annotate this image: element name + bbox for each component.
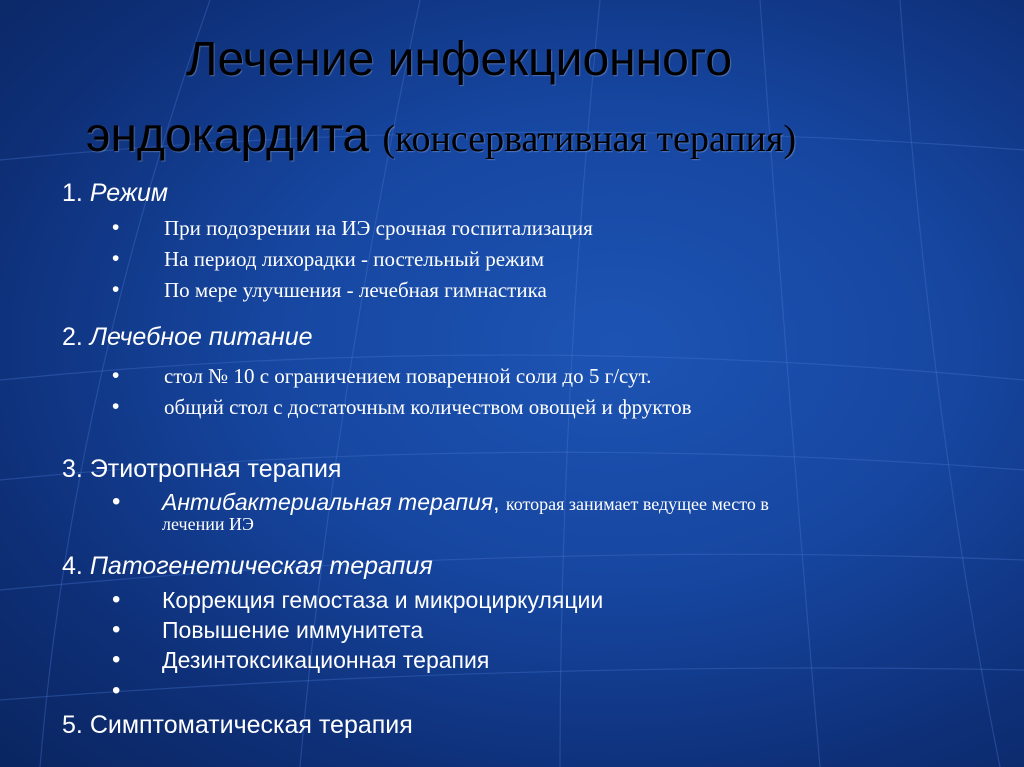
bullet-icon: • [112, 278, 120, 301]
bullet-icon: • [112, 646, 121, 673]
bullet-icon: • [112, 395, 120, 418]
title-subtitle: (консервативная терапия) [382, 118, 797, 160]
antibacterial-emphasis: Антибактериальная терапия [162, 489, 494, 515]
section-2-number: 2. [62, 323, 83, 351]
section-3-title: Этиотропная терапия [89, 455, 342, 483]
section-1-title: Режим [89, 179, 169, 207]
bullet-icon: • [112, 488, 121, 515]
section-3-number: 3. [62, 455, 83, 483]
section-3-heading [62, 454, 341, 484]
bullet-icon: • [112, 586, 121, 613]
section-2-title: Лечебное питание [89, 323, 313, 351]
slide: Лечение инфекционного эндокардита (консервативная терапия) 1. Режим • При подозрении на ИЭ срочная госпитализация • На период лихорадки - постельный режим • По мере улучшения - лечебная гимнастика 2. Лечебное питание • стол № 10 с ограничением поваренной соли до 5 г/сут. • общий стол с достаточным количеством овощей и фруктов 3. Этиотропная терапия • Антибактериальная терапия, которая занимает ведущее место в лечении ИЭ 4. Патогенетическая терапия • Коррекция гемостаза и микроциркуляции • Повышение иммунитета • Дезинтоксикационная терапия • 5. Симптоматическая терапия [62, 33, 797, 739]
bullet-icon: • [112, 364, 120, 387]
section-4-title: Патогенетическая терапия [89, 552, 433, 580]
section-2-heading [62, 322, 313, 352]
section-4-heading [62, 551, 433, 581]
section-4-number: 4. [62, 552, 83, 580]
list-item-continuation: лечении ИЭ [162, 514, 254, 534]
bullet-icon: • [112, 247, 120, 270]
section-5-number: 5. [62, 711, 83, 739]
bullet-icon: • [112, 677, 121, 704]
section-1-number: 1. [62, 179, 83, 207]
title-line-2-main: эндокардита [86, 109, 370, 162]
section-5-heading [62, 710, 413, 740]
bullet-icon: • [112, 616, 121, 643]
title-line-2 [86, 109, 797, 162]
section-1-heading [62, 178, 168, 208]
title-line-1: Лечение инфекционного [186, 33, 733, 86]
section-5-title: Симптоматическая терапия [89, 711, 413, 739]
bullet-icon: • [112, 216, 120, 239]
